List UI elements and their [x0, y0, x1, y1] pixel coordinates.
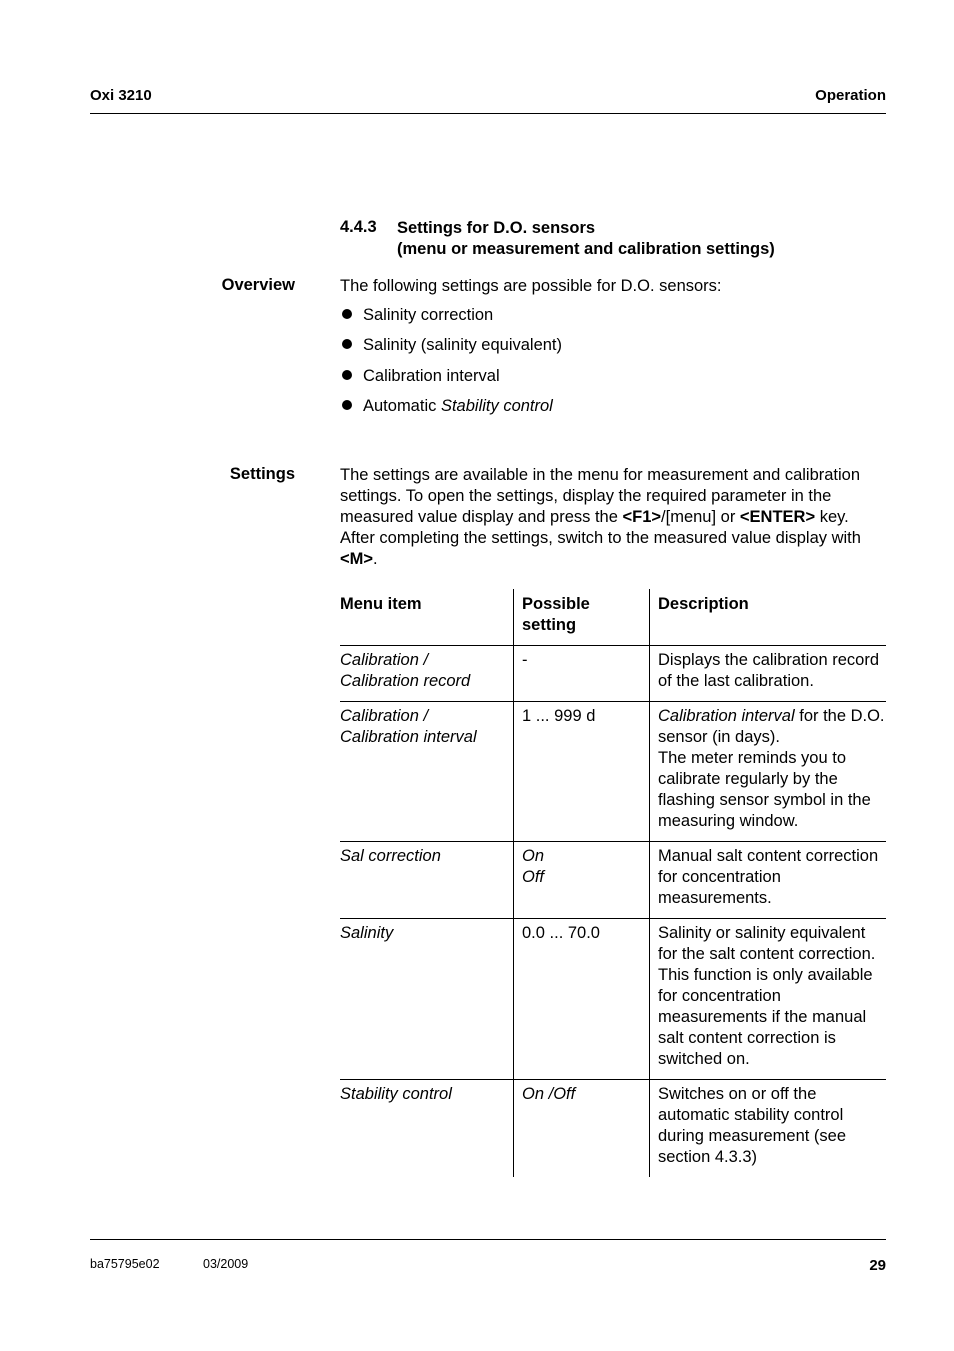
setting-cell: 1 ... 999 d: [514, 702, 650, 842]
col-header-description: Description: [650, 589, 887, 646]
table-row: [340, 1080, 886, 1178]
bullet-item: Automatic Stability control: [340, 396, 553, 417]
col-header-menu-item: Menu item: [340, 589, 514, 646]
bullet-icon: [340, 335, 363, 356]
description-cell: Manual salt content correction for concentration measurements.: [650, 842, 887, 919]
menu-item-cell: Sal correction: [340, 842, 514, 919]
footer-document-number: ba75795e02: [90, 1257, 160, 1271]
setting-cell: On /Off: [514, 1080, 650, 1178]
footer-date: 03/2009: [203, 1257, 249, 1271]
setting-cell: -: [514, 646, 650, 702]
overview-intro: The following settings are possible for D.O. sensors:: [340, 277, 722, 295]
description-cell: Switches on or off the automatic stability control during measurement (see section 4.3.3): [650, 1080, 887, 1178]
menu-item-cell: Calibration / Calibration interval: [340, 702, 514, 842]
bullet-item: Calibration interval: [340, 366, 500, 387]
description-cell: Salinity or salinity equivalent for the salt content correction. This function is only available for concentration measurements if the manual salt content correction is switched on.: [650, 919, 887, 1080]
bullet-icon: [340, 366, 363, 387]
setting-cell: 0.0 ... 70.0: [514, 919, 650, 1080]
setting-cell: On Off: [514, 842, 650, 919]
settings-label: Settings: [229, 465, 295, 483]
description-cell: Displays the calibration record of the last calibration.: [650, 646, 887, 702]
settings-table: [340, 589, 886, 1177]
table-row: [340, 919, 886, 1080]
header-chapter-title: Operation: [815, 87, 886, 104]
settings-paragraph: The settings are available in the menu for measurement and calibration settings. To open the settings, display the required parameter in the measured value display and press the <F1>/[menu] or <ENTER> key. After completing the settings, switch to the measured value display with <M>.: [340, 466, 861, 568]
footer-rule: [90, 1239, 886, 1240]
bullet-icon: [340, 305, 363, 326]
header-rule: [90, 113, 886, 114]
table-row: [340, 702, 886, 842]
menu-item-cell: Salinity: [340, 919, 514, 1080]
section-title-line1: Settings for D.O. sensors: [397, 219, 596, 237]
menu-item-cell: Stability control: [340, 1085, 452, 1103]
menu-item-cell: Calibration / Calibration record: [340, 646, 514, 702]
table-header-row: [340, 589, 886, 646]
bullet-icon: [340, 396, 363, 417]
section-title: [397, 218, 775, 260]
description-cell: Calibration interval for the D.O. sensor (in days). The meter reminds you to calibrate regularly by the flashing sensor symbol in the measuring window.: [650, 702, 887, 842]
header-document-title: Oxi 3210: [90, 87, 152, 104]
overview-label: Overview: [221, 276, 295, 294]
col-header-possible-setting: Possible setting: [514, 589, 650, 646]
table-row: [340, 842, 886, 919]
section-title-line2: (menu or measurement and calibration settings): [397, 240, 775, 258]
table-row: [340, 646, 886, 702]
bullet-item: Salinity correction: [340, 305, 493, 326]
section-number: 4.4.3: [340, 218, 377, 236]
bullet-item: Salinity (salinity equivalent): [340, 335, 562, 356]
page-number: 29: [869, 1257, 886, 1274]
